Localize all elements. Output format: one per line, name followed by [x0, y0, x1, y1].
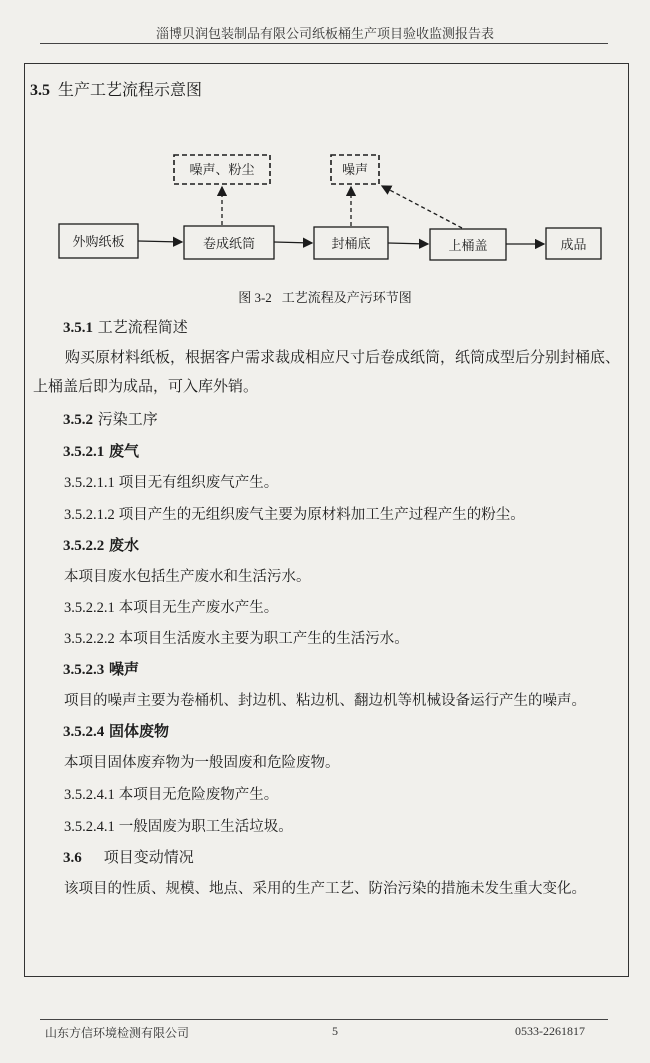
- flow-box-seal-bottom: [314, 227, 388, 259]
- section-3-5-2-4-heading: 3.5.2.4 固体废物: [63, 722, 170, 740]
- flow-label-seal-bottom: 封桶底: [331, 237, 371, 252]
- flow-label-purchased-board: 外购纸板: [72, 235, 125, 250]
- figure-caption: [0, 287, 650, 306]
- flow-box-roll-tube: [184, 226, 274, 259]
- waste-gas-line-1: 3.5.2.1.1 项目无有组织废气产生。: [64, 475, 279, 491]
- flow-label-lid: 上桶盖: [448, 239, 488, 254]
- section-3-5-2-heading: 3.5.2 污染工序: [63, 410, 158, 428]
- emission-label-noise: 噪声: [341, 163, 369, 178]
- footer-phone: 0533-2261817: [515, 1024, 585, 1038]
- emission-label-noise-dust: 噪声、粉尘: [189, 163, 255, 178]
- emission-box-noise-dust: [174, 155, 270, 184]
- report-header-title: 淄博贝润包装制品有限公司纸板桶生产项目验收监测报告表: [155, 27, 494, 42]
- section-3-5-2-3-heading: 3.5.2.3 噪声: [63, 660, 140, 678]
- section-3-6-body: 该项目的性质、规模、地点、采用的生产工艺、防治污染的措施未发生重大变化。: [64, 881, 586, 897]
- section-3-5-2-1-heading: 3.5.2.1 废气: [63, 442, 140, 460]
- footer-page-number: 5: [332, 1024, 338, 1038]
- section-3-5-2-2-heading: 3.5.2.2 废水: [63, 536, 140, 554]
- solid-waste-line-1: 3.5.2.4.1 本项目无危险废物产生。: [64, 787, 279, 803]
- flow-label-roll-tube: 卷成纸筒: [202, 237, 256, 252]
- emission-arrow-lid: [382, 186, 462, 228]
- flow-arrow-1: [138, 241, 182, 242]
- waste-gas-line-2: 3.5.2.1.2 项目产生的无组织废气主要为原材料加工生产过程产生的粉尘。: [64, 507, 525, 523]
- flow-box-purchased-board: [59, 224, 138, 258]
- section-3-5-1-body: 购买原材料纸板，根据客户需求裁成相应尺寸后卷成纸筒，纸筒成型后分别封桶底、上桶盖后即为成品，可入库外销。: [33, 348, 621, 395]
- solid-waste-line-2: 3.5.2.4.1 一般固废为职工生活垃圾。: [64, 819, 293, 835]
- flow-arrow-3: [388, 243, 428, 244]
- solid-waste-intro: 本项目固体废弃物为一般固废和危险废物。: [64, 755, 340, 771]
- process-flow-diagram: [0, 0, 650, 300]
- section-title: 生产工艺流程示意图: [58, 80, 203, 99]
- section-number: 3.5: [30, 82, 50, 99]
- flow-box-product: [546, 228, 601, 259]
- noise-body: 项目的噪声主要为卷桶机、封边机、粘边机、翻边机等机械设备运行产生的噪声。: [64, 693, 586, 709]
- figure-caption-text: 工艺流程及产污环节图: [281, 291, 412, 306]
- footer-rule: [40, 1019, 608, 1020]
- flow-label-product: 成品: [560, 238, 587, 253]
- footer-company: 山东方信环境检测有限公司: [45, 1026, 190, 1040]
- flow-arrow-2: [274, 242, 312, 243]
- flow-box-lid: [430, 229, 506, 260]
- waste-water-intro: 本项目废水包括生产废水和生活污水。: [64, 569, 311, 585]
- section-3-5-1-heading: 3.5.1 工艺流程简述: [63, 318, 188, 336]
- waste-water-line-1: 3.5.2.2.1 本项目无生产废水产生。: [64, 600, 279, 616]
- section-3-6-heading: 3.6 项目变动情况: [63, 848, 194, 866]
- emission-box-noise: [331, 155, 379, 184]
- waste-water-line-2: 3.5.2.2.2 本项目生活废水主要为职工产生的生活污水。: [64, 631, 409, 647]
- figure-number: 图 3-2: [238, 290, 272, 305]
